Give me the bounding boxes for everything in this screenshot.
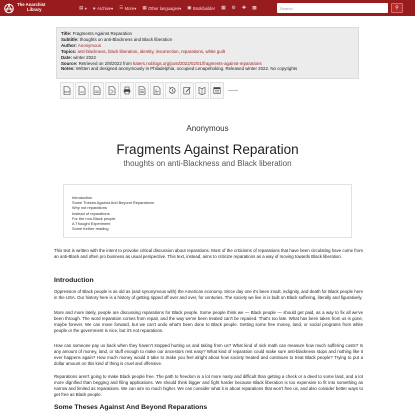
body-paragraph-2: More and more lately, people are discussing reparations for Black people. Some people think we — Black people — should get paid, as a way to fix all we've been through. The word reparation comes from repair, and the way we've been treated can't be repaired. That's too late. What has been taken from us is gone, maybe forever. We can move forward, but we can't undo what's been done to Black people. Getting some free money, land, or social programs from white people or the government is nice, but it's not reparations. — [54, 310, 363, 333]
plus-icon[interactable]: ✚ — [241, 5, 246, 11]
table-of-contents — [63, 184, 352, 238]
meta-source-key: Source: — [61, 60, 78, 66]
toc-item[interactable]: For the non-Black people — [72, 215, 116, 221]
topic-link[interactable]: white guilt — [205, 48, 225, 54]
meta-title-value: Fragments Against Reparation — [72, 31, 132, 36]
document-subtitle: thoughts on anti-Blackness and Black liberation — [123, 159, 292, 168]
archive-label: Archive — [97, 5, 112, 11]
logo-line-1: The Anarchist — [17, 2, 46, 8]
latex-icon — [153, 86, 161, 95]
search-input[interactable]: Search — [277, 3, 388, 13]
history-icon — [168, 86, 176, 95]
meta-subtitle-value: thoughts on anti-Blackness and Black liberation — [79, 36, 173, 42]
navbar — [0, 0, 415, 16]
archive-menu[interactable] — [93, 6, 113, 11]
bookbuilder-link[interactable] — [187, 5, 215, 11]
hamburger-icon: ☰ — [119, 5, 124, 10]
document-author: Anonymous — [186, 124, 229, 133]
topic-link[interactable]: identity — [139, 48, 154, 54]
svg-text:A4: A4 — [80, 90, 84, 94]
book-icon: ▣ — [187, 5, 192, 10]
epub-icon — [108, 86, 116, 95]
flag-icon: ▤ — [79, 5, 84, 10]
source-text-icon — [138, 86, 146, 95]
topic-link[interactable]: black liberation — [108, 48, 138, 54]
body-paragraph-3: How can someone pay us back when they haven't stopped hurting us and taking from us? What kind of sick math can measure how much suffering costs? Is any amount of money, land, or stuff enough to make our ancestors rest easy? What kind of reparation could make sure anti-blackness stops and nothing like it ever happens again? How much money would it take to make you feel alright about how society treated and continues to treat Black people? Trying to put a dollar amount on this kind of thing is cruel and offensive. — [54, 343, 363, 366]
pdf-icon — [63, 86, 71, 95]
toc-item[interactable]: Instead of reparations — [72, 210, 110, 216]
meta-date-value: winter 2022 — [73, 54, 96, 60]
search-icon: ⚲ — [395, 5, 399, 11]
heart-icon: ♥ — [92, 5, 96, 11]
grid-icon: ▦ — [142, 5, 147, 10]
meta-date-key: Date: — [61, 54, 72, 60]
meta-subtitle-key: Subtitle: — [61, 36, 79, 42]
toc-item[interactable]: A Thought Experiment — [72, 221, 111, 227]
author-link[interactable]: Anonymous — [77, 42, 102, 48]
bookbuilder-icon — [198, 86, 206, 95]
more-label: More — [124, 5, 135, 11]
metadata-box — [56, 27, 359, 79]
edit-button[interactable] — [180, 82, 194, 99]
grid-view-icon[interactable]: ▦ — [221, 5, 226, 11]
grid-small-icon[interactable]: ▩ — [251, 5, 257, 11]
latex-button[interactable] — [150, 82, 164, 99]
history-button[interactable] — [165, 82, 179, 99]
heading-introduction: Introduction — [54, 277, 94, 284]
chevron-down-icon: ▾ — [134, 5, 137, 11]
source-link[interactable]: katers.noblogs.org/post/2022/02/01/fragments-against-reparations — [133, 60, 262, 66]
chevron-down-icon: ▾ — [84, 5, 87, 11]
toc-item[interactable]: Some further reading — [72, 226, 109, 232]
body-paragraph-4: Reparations aren't going to make Black people free. The path to freedom is a lot more nasty and difficult than getting a check or a deed to some land, and a lot more dignified than begging and filing applications. We should think bigger and fight harder because Black liberation is too expensive to fit into something as narrow and limited as reparations. We can aim so much higher. We can consider what it is about reparations that won't free us, and also consider better ways to get free as Black people. — [54, 374, 363, 397]
edit-icon — [183, 86, 191, 95]
more-menu[interactable] — [119, 5, 136, 11]
logo-line-2: Library — [27, 7, 42, 12]
meta-author-key: Author: — [61, 42, 77, 48]
meta-title-key: Title: — [61, 31, 72, 36]
logo-text — [17, 3, 69, 12]
print-icon — [123, 86, 131, 95]
bookbuilder-add-button[interactable] — [195, 82, 209, 99]
cover-button[interactable] — [210, 82, 224, 99]
settings-icon[interactable]: ⚙ — [231, 5, 236, 11]
nav-items — [79, 0, 263, 16]
print-button[interactable] — [120, 82, 134, 99]
cover-icon — [213, 86, 221, 95]
body-paragraph-1: Oppression of Black people is as old as (and synonymous with) the American economy. Since day one it's been insult, indignity, and death for Black people here in the USA. Our history here is a history of getting ripped off over and over, for centuries. The society we live in is built on Black suffering, literally and figuratively. — [54, 289, 363, 300]
pdf-a4-download-button[interactable] — [75, 82, 89, 99]
meta-topics-row: Topics: anti-blackness, black liberation, identity, insurrection, reparations, white guilt — [61, 48, 225, 54]
source-text-button[interactable] — [135, 82, 149, 99]
languages-menu[interactable] — [142, 5, 181, 11]
pdf-imposed-icon — [93, 86, 101, 95]
download-toolbar — [60, 82, 240, 99]
chevron-down-icon: ▾ — [179, 5, 182, 11]
site-logo[interactable] — [4, 0, 69, 16]
language-flag-button[interactable] — [79, 5, 87, 11]
search-button[interactable] — [391, 3, 403, 13]
document-title: Fragments Against Reparation — [116, 142, 299, 157]
epub-download-button[interactable] — [105, 82, 119, 99]
heading-theses: Some Theses Against And Beyond Reparations — [54, 404, 208, 411]
anarchy-a-icon — [4, 3, 14, 14]
toc-item[interactable]: Why not reparations — [72, 205, 107, 211]
intro-paragraph: This text is written with the intent to provoke critical discussion about reparations. Most of the criticisms of reparations that have been circulating have come from an anti-Black and often pro business as usual perspective. This text, instead, aims to criticize reparations as a way of moving towards Black liberation. — [54, 248, 363, 259]
meta-notes-row — [61, 66, 354, 72]
toc-item[interactable]: Introduction — [72, 195, 93, 200]
meta-source-pre: Retrieved on 2/8/2022 from — [78, 60, 132, 66]
svg-text:PDF: PDF — [64, 90, 70, 94]
topic-link[interactable]: insurrection — [155, 48, 179, 54]
meta-topics-key: Topics: — [61, 48, 77, 54]
pdf-a4-icon — [78, 86, 86, 95]
bookbuilder-label: Bookbuilder — [192, 5, 216, 11]
languages-label: Other languages — [148, 5, 180, 11]
meta-notes-key: Notes: — [61, 66, 75, 72]
pdf-imposed-download-button[interactable] — [90, 82, 104, 99]
loading-bar — [228, 90, 238, 91]
topic-link[interactable]: reparations — [181, 48, 203, 54]
toc-item[interactable]: Some Theses Against And Beyond Reparations — [72, 200, 154, 206]
chevron-down-icon: ▾ — [111, 5, 114, 11]
topic-link[interactable]: anti-blackness — [77, 48, 106, 54]
pdf-download-button[interactable] — [60, 82, 74, 99]
meta-notes-value: Written and designed anonymously in Philadelphia, occupied Lenapehoking. Released winter 2022. No copyrights — [75, 66, 298, 72]
loading-indicator — [226, 82, 240, 99]
